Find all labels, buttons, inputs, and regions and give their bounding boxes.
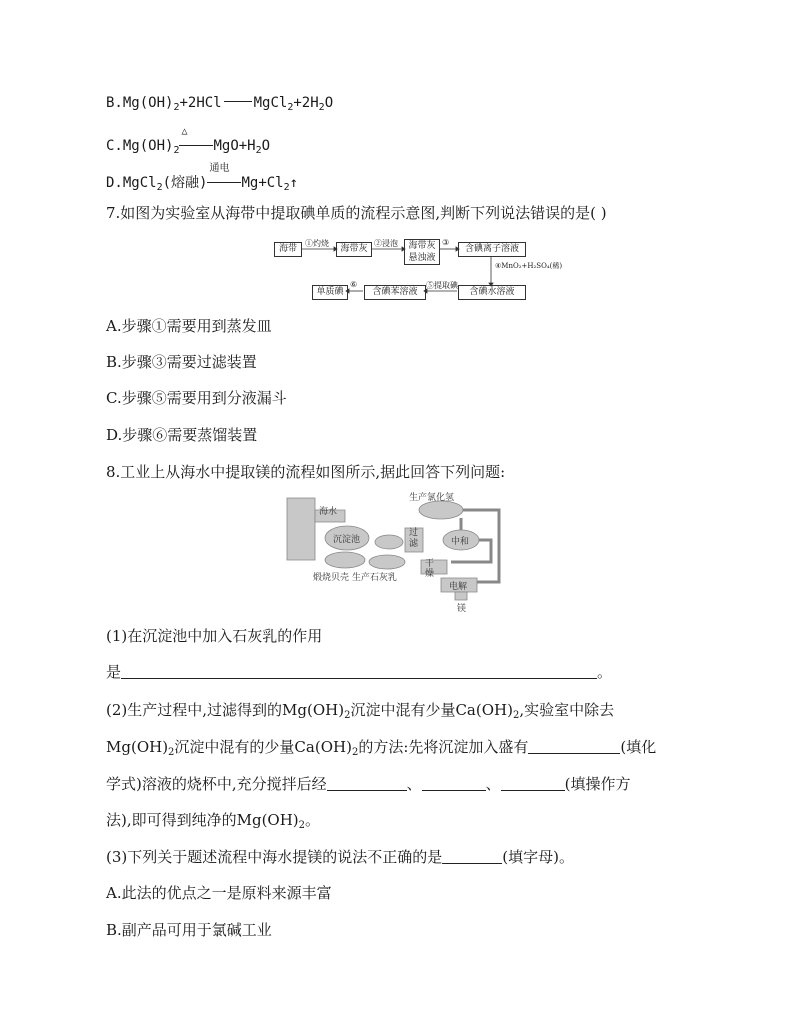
heat-condition: △ bbox=[179, 136, 213, 156]
iodine-flow-diagram bbox=[272, 238, 563, 300]
flow-box-ash: 海带灰 bbox=[336, 242, 372, 257]
q8-part1-line2: 是 。 bbox=[106, 663, 613, 681]
option-d-equation: D.MgCl$_2$(熔融) 通电 $Mg+Cl_2↑$ bbox=[106, 163, 299, 193]
label-pool: 沉淀池 bbox=[333, 535, 361, 545]
q8-part3-option-b: B.副产品可用于氯碱工业 bbox=[106, 921, 272, 939]
answer-blank-1[interactable] bbox=[121, 664, 597, 679]
q7-stem: 7.如图为实验室从海带中提取碘单质的流程示意图,判断下列说法错误的是( ) bbox=[106, 204, 607, 222]
q8-part2-line4: 法),即可得到纯净的$Mg(OH)_2$。 bbox=[106, 811, 321, 831]
q8-part1-line1: (1)在沉淀池中加入石灰乳的作用 bbox=[106, 627, 323, 645]
answer-blank-5[interactable] bbox=[501, 776, 565, 791]
flow-box-seaweed: 海带 bbox=[274, 242, 302, 257]
option-b-equation: $B.Mg(OH)_2+2HCl$ $MgCl_2+2H_2O$ bbox=[106, 95, 334, 113]
answer-blank-6[interactable] bbox=[442, 849, 502, 864]
step-1-label: ①灼烧 bbox=[305, 239, 329, 248]
answer-blank-3[interactable] bbox=[327, 776, 407, 791]
q8-part2-line2: $Mg(OH)_2$沉淀中混有的少量$Ca(OH)_2$的方法:先将沉淀加入盛有 (填化 bbox=[106, 738, 657, 758]
flow-box-iodine-benzene: 含碘苯溶液 bbox=[364, 285, 426, 300]
step-2-label: ②浸泡 bbox=[374, 239, 398, 248]
flow-box-iodine-water: 含碘水溶液 bbox=[458, 285, 526, 300]
label-neutralize: 中和 bbox=[451, 537, 470, 547]
q7-option-b: B.步骤③需要过滤装置 bbox=[106, 353, 257, 371]
flow-box-iodine: 单质碘 bbox=[312, 285, 348, 300]
q8-part2-line3: 学式)溶液的烧杯中,充分搅拌后经 、 、 (填操作方 bbox=[106, 775, 631, 793]
label-chlorine: 生产氯化氢 bbox=[409, 493, 455, 503]
step-4-label: ④MnO₂+H₂SO₄(稀) bbox=[495, 262, 563, 270]
q8-part3-stem: (3)下列关于题述流程中海水提镁的说法不正确的是 (填字母)。 bbox=[106, 848, 574, 866]
equals-bar bbox=[224, 101, 252, 102]
label-filter: 过滤 bbox=[409, 528, 419, 549]
label-mg: 镁 bbox=[457, 604, 467, 614]
flow-box-iodide-solution: 含碘离子溶液 bbox=[458, 242, 526, 257]
label-shell: 煅烧贝壳 生产石灰乳 bbox=[313, 573, 397, 583]
q7-option-d: D.步骤⑥需要蒸馏装置 bbox=[106, 426, 258, 444]
label-electrolysis: 电解 bbox=[449, 582, 468, 592]
label-seawater: 海水 bbox=[319, 507, 338, 517]
magnesium-plant-diagram bbox=[285, 490, 525, 612]
answer-blank-4[interactable] bbox=[422, 776, 486, 791]
step-3-label: ③ bbox=[442, 238, 450, 247]
q8-part3-option-a: A.此法的优点之一是原料来源丰富 bbox=[106, 884, 332, 902]
q7-option-a: A.步骤①需要用到蒸发皿 bbox=[106, 317, 272, 335]
label-dry: 干燥 bbox=[425, 559, 435, 579]
step-6-label: ⑥ bbox=[350, 280, 358, 289]
q8-part2-line1: (2)生产过程中,过滤得到的$Mg(OH)_2$沉淀中混有少量$Ca(OH)_2$,实验室中除去 bbox=[106, 701, 615, 721]
option-c-equation: $C.Mg(OH)_2$ △ $MgO+H_2O$ bbox=[106, 126, 271, 156]
answer-blank-2[interactable] bbox=[528, 739, 620, 754]
q8-stem: 8.工业上从海水中提取镁的流程如图所示,据此回答下列问题: bbox=[106, 463, 506, 481]
q7-option-c: C.步骤⑤需要用到分液漏斗 bbox=[106, 389, 287, 407]
step-5-label: ⑤提取碘 bbox=[426, 281, 458, 290]
electrolysis-condition: 通电 bbox=[207, 173, 241, 193]
flow-box-suspension: 海带灰悬浊液 bbox=[404, 239, 440, 265]
